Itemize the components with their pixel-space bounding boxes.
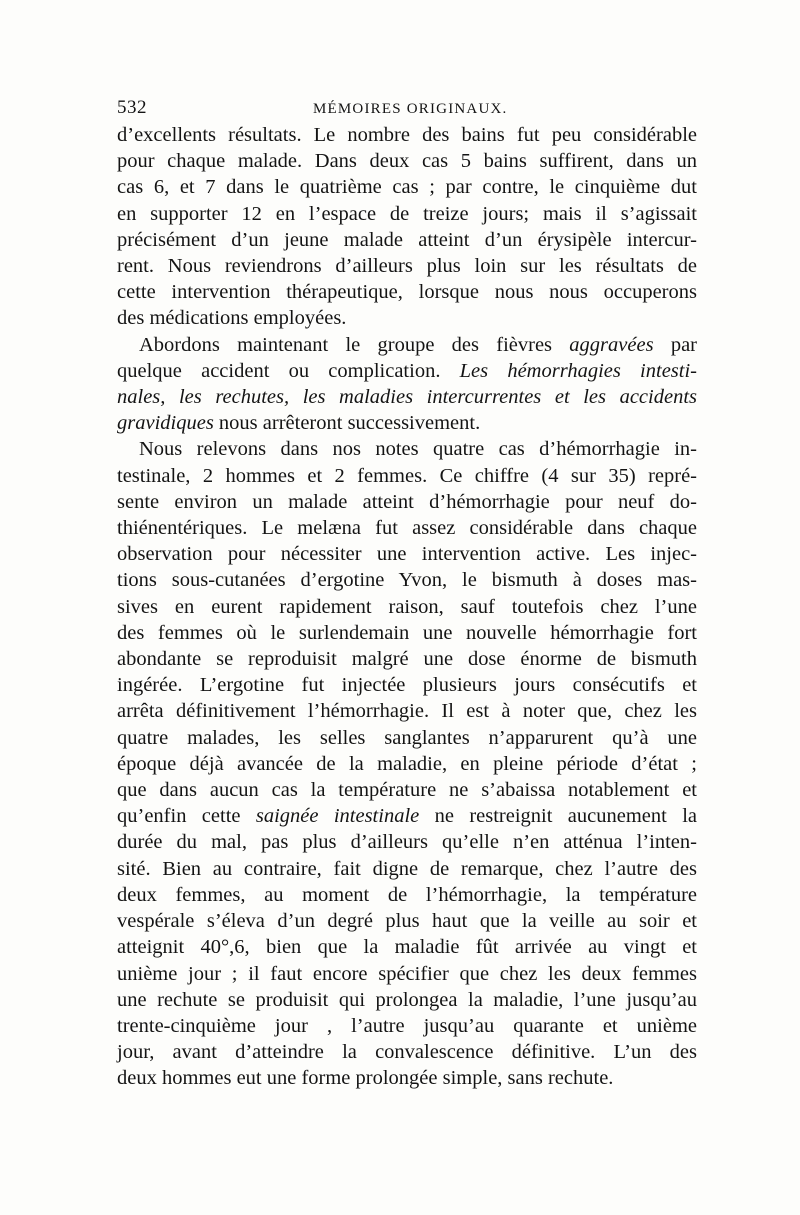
- text-line: pour chaque malade. Dans deux cas 5 bains suffirent, dans un: [117, 150, 697, 173]
- text-line: époque déjà avancée de la maladie, en pleine période d’état ;: [117, 752, 697, 775]
- text-line: en supporter 12 en l’espace de treize jours; mais il s’agissait: [117, 202, 697, 225]
- text-line: d’excellents résultats. Le nombre des bains fut peu considérable: [117, 124, 697, 146]
- text-line: cette intervention thérapeutique, lorsque nous nous occuperons: [117, 281, 697, 304]
- text-line: précisément d’un jeune malade atteint d’un érysipèle intercur-: [117, 228, 697, 251]
- text-line: durée du mal, pas plus d’ailleurs qu’elle n’en atténua l’inten-: [117, 831, 697, 854]
- text-line: sité. Bien au contraire, fait digne de remarque, chez l’autre des: [117, 857, 697, 880]
- text-line: Nous relevons dans nos notes quatre cas d’hémorrhagie in-: [139, 438, 697, 461]
- text-line: abondante se reproduisit malgré une dose énorme de bismuth: [117, 648, 697, 671]
- text-line: thiénentériques. Le melæna fut assez considérable dans chaque: [117, 517, 697, 540]
- text-line: vespérale s’éleva d’un degré plus haut que la veille au soir et: [117, 910, 697, 933]
- text-line: quelque accident ou complication. Les hémorrhagies intesti-: [117, 359, 697, 382]
- running-title: MÉMOIRES ORIGINAUX.: [313, 101, 508, 117]
- paragraph: [117, 332, 697, 437]
- text-line: [117, 384, 697, 410]
- text-line: sives en eurent rapidement raison, sauf toutefois chez l’une: [117, 595, 697, 618]
- text-line: quatre malades, les selles sanglantes n’apparurent qu’à une: [117, 726, 697, 749]
- text-line: une rechute se produisit qui prolongea la maladie, l’une jusqu’au: [117, 988, 697, 1011]
- paragraph: [117, 122, 697, 332]
- text-line: des médications employées.: [117, 307, 347, 330]
- text-line: testinale, 2 hommes et 2 femmes. Ce chiffre (4 sur 35) repré-: [117, 464, 697, 487]
- text-line: ingérée. L’ergotine fut injectée plusieurs jours consécutifs et: [117, 674, 697, 697]
- italic-text: saignée intestinale: [255, 805, 420, 828]
- text-line: deux hommes eut une forme prolongée simple, sans rechute.: [117, 1067, 614, 1090]
- text-line: cas 6, et 7 dans le quatrième cas ; par contre, le cinquième dut: [117, 176, 697, 199]
- text-line: deux femmes, au moment de l’hémorrhagie, la température: [117, 883, 697, 906]
- text-line: rent. Nous reviendrons d’ailleurs plus loin sur les résultats de: [117, 255, 697, 278]
- italic-text: nales, les rechutes, les maladies intercurrentes et les accidents: [117, 386, 697, 409]
- page-number: 532: [117, 97, 147, 118]
- body-text: [117, 122, 697, 1092]
- text-line: que dans aucun cas la température ne s’abaissa notablement et: [117, 779, 697, 802]
- text-line: jour, avant d’atteindre la convalescence définitive. L’un des: [117, 1041, 697, 1064]
- text-line: des femmes où le surlendemain une nouvelle hémorrhagie fort: [117, 621, 697, 644]
- text-line: observation pour nécessiter une intervention active. Les injec-: [117, 543, 697, 566]
- text-line: tions sous-cutanées d’ergotine Yvon, le bismuth à doses mas-: [117, 569, 697, 592]
- text-line: sente environ un malade atteint d’hémorrhagie pour neuf do-: [117, 490, 697, 513]
- paragraph: [117, 436, 697, 1091]
- text-line: arrêta définitivement l’hémorrhagie. Il est à noter que, chez les: [117, 700, 697, 723]
- text-line: Abordons maintenant le groupe des fièvres aggravées par: [139, 333, 697, 356]
- text-line: unième jour ; il faut encore spécifier que chez les deux femmes: [117, 962, 697, 985]
- text-line: qu’enfin cette saignée intestinale ne restreignit aucunement la: [117, 805, 697, 828]
- italic-text: aggravées: [569, 333, 654, 356]
- text-line: trente-cinquième jour , l’autre jusqu’au quarante et unième: [117, 1014, 697, 1037]
- text-line: gravidiques nous arrêteront successivement.: [117, 412, 481, 435]
- italic-text: gravidiques: [117, 412, 214, 435]
- text-line: atteignit 40°,6, bien que la maladie fût arrivée au vingt et: [117, 936, 697, 959]
- italic-text: Les hémorrhagies intesti-: [459, 359, 697, 382]
